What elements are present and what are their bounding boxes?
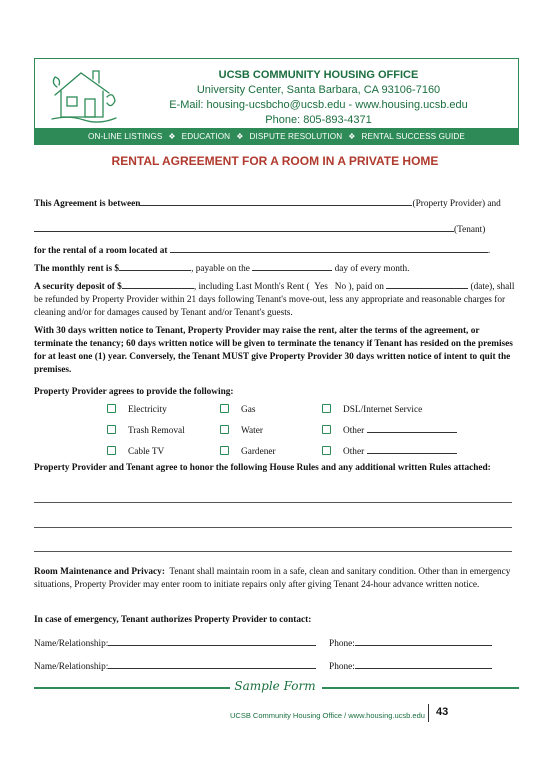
room-location-blank[interactable] [170,243,488,253]
phone-label: Phone: [329,662,355,672]
service-gardener[interactable]: Gardener [220,442,276,463]
service-cable-tv[interactable]: Cable TV [107,442,185,463]
paid-on-label: ), paid on [348,282,384,292]
services-column-1 [107,400,185,463]
deposit-label: A security deposit of $ [34,282,122,292]
checkbox-icon[interactable] [107,446,116,455]
emergency-contact-row-2 [34,659,519,674]
last-month-label: , including Last Month's Rent ( [193,282,310,292]
checkbox-icon[interactable] [220,425,229,434]
tenant-blank[interactable] [34,222,454,232]
phone-label: Phone: [329,639,355,649]
notice-terms-paragraph: With 30 days written notice to Tenant, Property Provider may raise the rent, alter the terms of the agreement, or terminate the tenancy; 60 days written notice will be given to terminate the tenancy if Tenant has resided on the premises for at least one (1) year. Conversely, the Tenant MUST give Property Provider 30 days written notice of intent to quit the premises. [34,326,513,375]
service-water[interactable]: Water [220,421,276,442]
office-contact: E-Mail: housing-ucsbcho@ucsb.edu - www.housing.ucsb.edu [169,99,468,111]
office-phone: Phone: 805-893-4371 [265,114,372,126]
phone-blank[interactable] [355,659,492,669]
monthly-rent-line [34,261,519,276]
room-maintenance-paragraph [34,566,519,592]
footer-credit: UCSB Community Housing Office / www.housing.ucsb.edu [230,711,425,720]
deposit-amount-blank[interactable] [122,279,194,289]
office-header [34,58,519,145]
document-title: RENTAL AGREEMENT FOR A ROOM IN A PRIVATE HOME [111,154,439,168]
service-other-1[interactable]: Other [322,421,457,442]
sample-form-label: Sample Form [234,679,316,693]
rent-payable-label: , payable on the [191,264,250,274]
service-gas[interactable]: Gas [220,400,276,421]
name-relationship-label: Name/Relationship: [34,662,109,672]
page-divider [428,704,429,722]
name-relationship-label: Name/Relationship: [34,639,109,649]
rental-location-label: for the rental of a room located at [34,246,168,256]
house-rules-line-3[interactable] [34,551,512,552]
checkbox-icon[interactable] [220,404,229,413]
nav-rental-success-guide[interactable]: RENTAL SUCCESS GUIDE [361,131,465,141]
other-service-blank[interactable] [367,423,457,433]
phone-blank[interactable] [355,636,492,646]
deposit-terms-text: (date), shall be refunded by Property Provider within 21 days following Tenant's move-out, less any appropriate and reasonable charges for cleaning and/or for damages caused by Tenant and/or Tenant's guests. [34,282,515,318]
no-option[interactable]: No [334,282,347,292]
checkbox-icon[interactable] [322,425,331,434]
other-service-blank[interactable] [367,444,457,454]
checkbox-icon[interactable] [322,446,331,455]
deposit-date-blank[interactable] [386,279,468,289]
rent-day-label: day of every month. [334,264,410,274]
diamond-separator-icon: ❖ [168,131,176,141]
rent-day-blank[interactable] [252,261,332,271]
name-relationship-blank[interactable] [108,636,316,646]
maintenance-label: Room Maintenance and Privacy: [34,567,165,577]
office-name: UCSB COMMUNITY HOUSING OFFICE [218,69,419,81]
diamond-separator-icon: ❖ [236,131,244,141]
checkbox-icon[interactable] [220,446,229,455]
rent-amount-blank[interactable] [119,261,191,271]
rent-label: The monthly rent is $ [34,264,120,274]
office-address: University Center, Santa Barbara, CA 93106-7160 [196,84,441,96]
security-deposit-block [34,279,519,320]
property-provider-blank[interactable] [140,196,412,206]
service-trash-removal[interactable]: Trash Removal [107,421,185,442]
agreement-parties-line [34,196,519,211]
emergency-heading: In case of emergency, Tenant authorizes Property Provider to contact: [34,615,312,625]
emergency-contact-row-1 [34,636,519,651]
nav-education[interactable]: EDUCATION [181,131,231,141]
house-rules-heading: Property Provider and Tenant agree to honor the following House Rules and any additional written Rules attached: [34,463,491,473]
service-electricity[interactable]: Electricity [107,400,185,421]
services-column-3 [322,400,457,463]
house-rules-line-2[interactable] [34,527,512,528]
diamond-separator-icon: ❖ [348,131,356,141]
yes-option[interactable]: Yes [314,282,328,292]
tenant-line [34,222,519,237]
house-rules-line-1[interactable] [34,502,512,503]
service-other-2[interactable]: Other [322,442,457,463]
between-label: This Agreement is between [34,199,141,209]
house-logo-icon [49,67,119,125]
checkbox-icon[interactable] [107,425,116,434]
rental-location-line: for the rental of a room located at . [34,243,519,258]
header-nav-bar [35,128,518,144]
checkbox-icon[interactable] [322,404,331,413]
name-relationship-blank[interactable] [108,659,316,669]
page-number: 43 [436,706,449,718]
nav-online-listings[interactable]: ON-LINE LISTINGS [87,131,163,141]
provide-heading: Property Provider agrees to provide the following: [34,387,234,397]
nav-dispute-resolution[interactable]: DISPUTE RESOLUTION [249,131,343,141]
property-provider-label: (Property Provider) and [412,199,501,209]
service-dsl-internet[interactable]: DSL/Internet Service [322,400,457,421]
maintenance-text: Tenant shall maintain room in a safe, clean and sanitary condition. Other than in emergency situations, Property Provider may enter room to initiate repairs only after giving Tenant 24-hour advance written notice. [34,567,511,590]
checkbox-icon[interactable] [107,404,116,413]
services-column-2 [220,400,276,463]
tenant-label: (Tenant) [454,225,486,235]
